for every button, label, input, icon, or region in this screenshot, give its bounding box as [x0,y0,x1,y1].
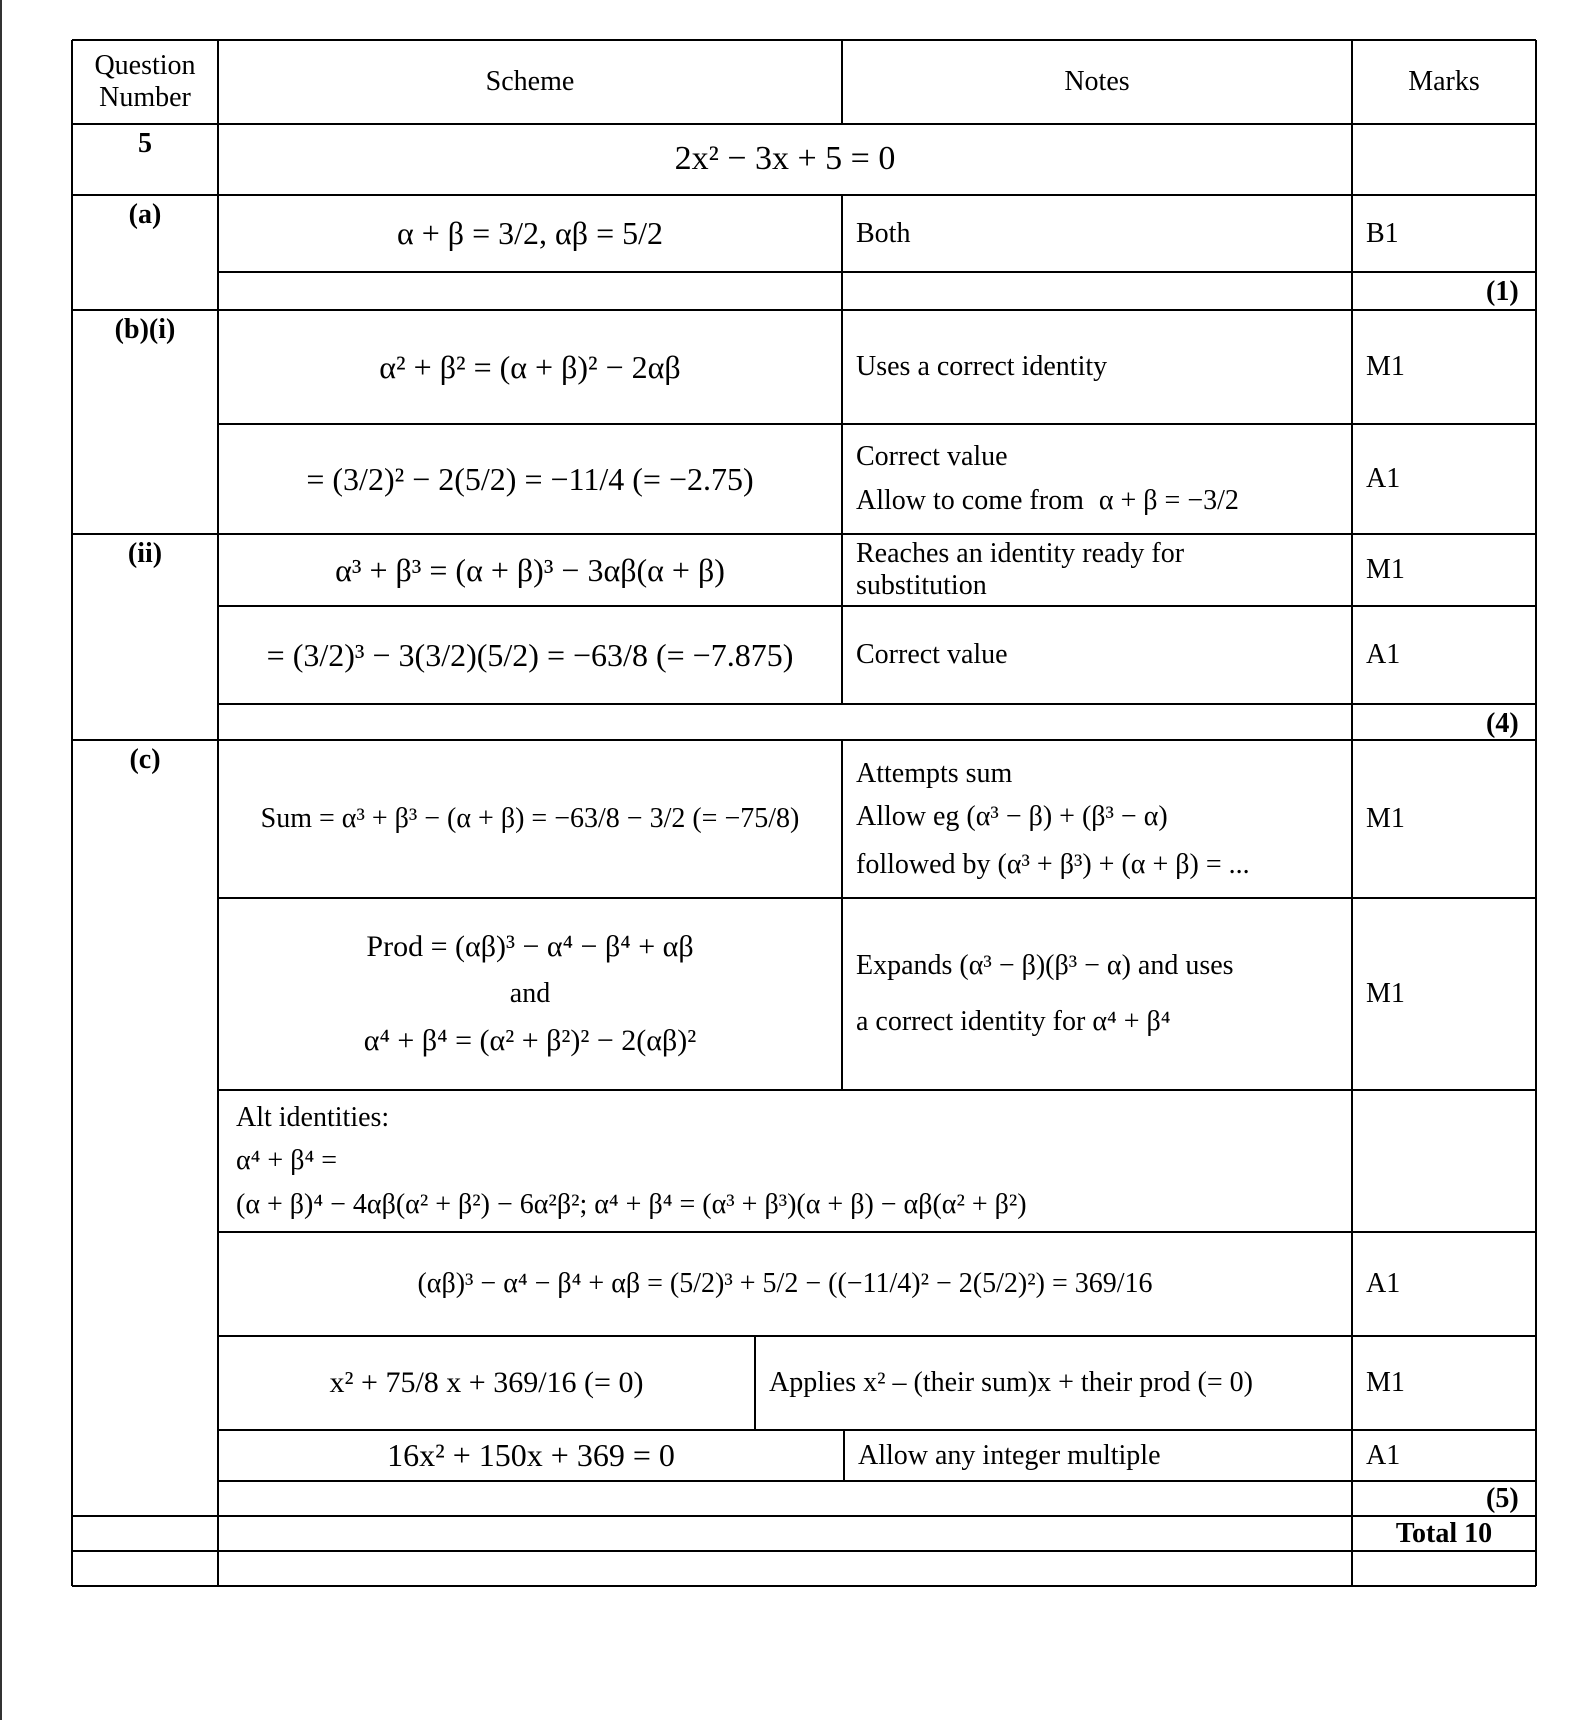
part-a-scheme-text: α + β = 3/2, αβ = 5/2 [396,215,663,252]
part-b-row2-note [842,424,1352,534]
part-c-quad-note-text: Applies x² – (their sum)x + their prod (= 0) [769,1367,1253,1399]
part-c-sum-mark-text: M1 [1366,803,1405,835]
part-b-subtotal: (4) [1486,708,1519,739]
part-b-row1-scheme-text: α² + β² = (α + β)² − 2αβ [379,348,681,385]
part-c-sum-note-3: followed by (α³ + β³) + (α + β) = ... [856,848,1250,880]
part-a-scheme [218,195,842,272]
part-c-prod-value [218,1232,1352,1336]
part-c-sum-mark [1352,740,1536,898]
part-c-sum-scheme-text: Sum = α³ + β³ − (α + β) = −63/8 − 3/2 (= −75/8) [260,803,800,835]
part-b-row4-scheme-text: = (3/2)³ − 3(3/2)(5/2) = −63/8 (= −7.875) [266,636,794,673]
part-c-final-scheme-text: 16x² + 150x + 369 = 0 [387,1437,675,1474]
header-marks [1352,40,1536,124]
part-c-prod-note-2: a correct identity for α⁴ + β⁴ [856,1006,1171,1037]
part-b-label-i: (b)(i) [114,314,176,345]
header-marks-text: Marks [1408,66,1480,98]
part-c-prod-note-1: Expands (α³ − β)(β³ − α) and uses [856,950,1234,982]
part-b-row4-mark [1352,606,1536,704]
part-c-sum-note-2: Allow eg (α³ − β) + (β³ − α) [856,801,1168,833]
question-equation-text: 2x² − 3x + 5 = 0 [674,140,896,178]
part-c-final-mark [1352,1430,1536,1481]
part-c-sum-scheme [218,740,842,898]
part-b-row2-note2 [856,484,1239,518]
part-c-final-note [844,1430,1352,1481]
part-c-prod-value-text: (αβ)³ − α⁴ − β⁴ + αβ = (5/2)³ + 5/2 − ((−11/4)² − 2(5/2)²) = 369/16 [417,1268,1153,1300]
part-c-label: (c) [129,744,161,775]
part-b-row2-mark-text: A1 [1366,463,1401,495]
part-c-alt-line1: α⁴ + β⁴ = [236,1145,338,1177]
part-c-quad-mark-text: M1 [1366,1367,1405,1399]
part-c-alt-title: Alt identities: [236,1101,390,1133]
part-b-row4-note [842,606,1352,704]
part-c-prod-value-mark [1352,1232,1536,1336]
part-c-quad-scheme [218,1336,755,1430]
question-number: 5 [138,128,152,159]
header-question-number-text: Question Number [94,49,196,113]
part-c-prod-value-mark-text: A1 [1366,1268,1401,1300]
header-notes [842,40,1352,124]
part-c-subtotal: (5) [1486,1483,1519,1514]
part-b-row1-note [842,310,1352,424]
part-b-row3-mark-text: M1 [1366,554,1405,586]
part-c-quad-mark [1352,1336,1536,1430]
part-c-prod-scheme-2: α⁴ + β⁴ = (α² + β²)² − 2(αβ)² [363,1023,697,1057]
part-b-row1-mark-text: M1 [1366,351,1405,383]
part-b-row3-note-text: Reaches an identity ready for substitution [856,537,1185,601]
part-c-sum-note-1: Attempts sum [856,757,1013,789]
part-a-subtotal: (1) [1486,276,1519,307]
part-b-row4-note-text: Correct value [856,639,1008,671]
question-equation [218,124,1352,195]
part-b-row3-note [842,534,1352,606]
part-c-prod-note [842,898,1352,1090]
part-c-prod-scheme [218,898,842,1090]
part-b-label-ii: (ii) [127,538,163,569]
part-b-row4-mark-text: A1 [1366,639,1401,671]
part-c-alt-line2: (α + β)⁴ − 4αβ(α² + β²) − 6α²β²; α⁴ + β⁴ = (α³ + β³)(α + β) − αβ(α² + β²) [236,1188,1027,1220]
part-c-prod-scheme-1: Prod = (αβ)³ − α⁴ − β⁴ + αβ [366,930,694,964]
part-c-quad-note [755,1336,1352,1430]
part-b-row2-mark [1352,424,1536,534]
part-c-alt-identities [218,1090,1352,1232]
part-b-row1-scheme [218,310,842,424]
part-c-final-note-text: Allow any integer multiple [858,1439,1161,1471]
part-a-label: (a) [128,199,162,230]
header-notes-text: Notes [1064,66,1130,98]
part-c-prod-mark [1352,898,1536,1090]
part-b-row2-note2-math: α + β = −3/2 [1098,485,1239,516]
total-marks-text: Total 10 [1395,1517,1493,1549]
header-scheme-text: Scheme [485,66,575,98]
part-b-row3-scheme-text: α³ + β³ = (α + β)³ − 3αβ(α + β) [335,551,725,588]
part-c-final-mark-text: A1 [1366,1439,1401,1471]
header-scheme [218,40,842,124]
part-b-row1-note-text: Uses a correct identity [856,351,1108,383]
part-b-row2-note-text: Correct value [856,441,1008,473]
part-a-note-text: Both [856,217,911,249]
part-c-prod-scheme-and: and [509,978,551,1010]
part-c-prod-mark-text: M1 [1366,978,1405,1010]
part-b-row3-scheme [218,534,842,606]
part-a-note [842,195,1352,272]
part-c-sum-note [842,740,1352,898]
part-b-row2-scheme-text: = (3/2)² − 2(5/2) = −11/4 (= −2.75) [306,460,754,497]
part-b-row4-scheme [218,606,842,704]
part-c-quad-scheme-text: x² + 75/8 x + 369/16 (= 0) [329,1366,644,1399]
part-b-row3-mark [1352,534,1536,606]
part-a-mark-text: B1 [1366,217,1399,249]
total-marks [1352,1516,1536,1551]
part-a-mark [1352,195,1536,272]
part-b-row2-scheme [218,424,842,534]
part-b-row2-note2-text: Allow to come from [856,485,1084,516]
part-c-final-scheme [218,1430,844,1481]
part-b-row1-mark [1352,310,1536,424]
header-question-number [72,40,218,124]
